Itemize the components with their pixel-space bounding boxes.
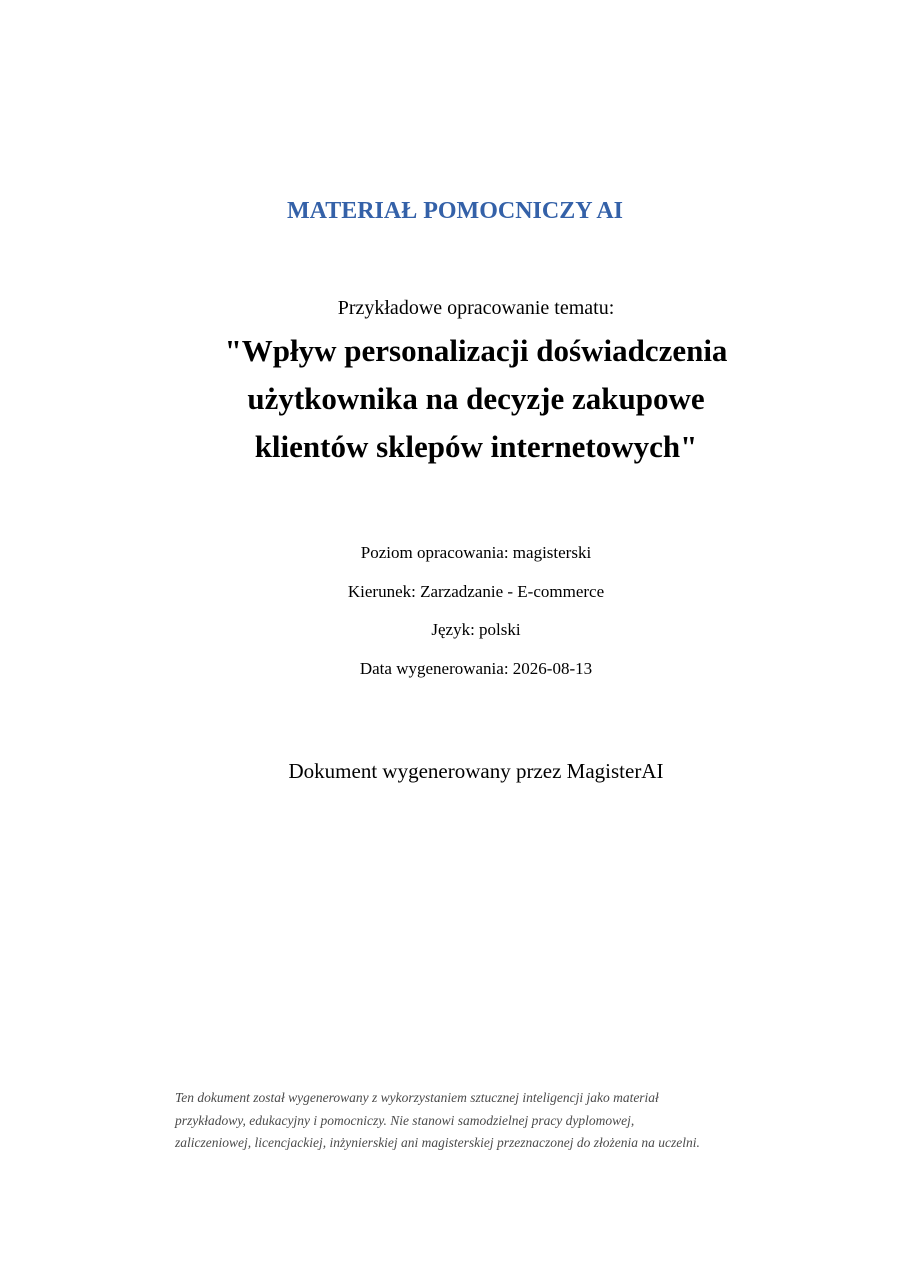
document-metadata (0, 542, 910, 696)
cover-title-line: "Wpływ personalizacji doświadczenia (224, 333, 728, 368)
meta-field: Kierunek: Zarzadzanie - E-commerce (347, 581, 605, 601)
cover-title-line: użytkownika na decyzje zakupowe (247, 381, 705, 416)
generated-by-note: Dokument wygenerowany przez MagisterAI (288, 759, 664, 783)
ai-material-banner: MATERIAŁ POMOCNICZY AI (286, 198, 623, 224)
meta-date: Data wygenerowania: 2026-08-13 (359, 658, 593, 678)
disclaimer-line: Ten dokument został wygenerowany z wykorzystaniem sztucznej inteligencji jako materiał (175, 1090, 659, 1105)
cover-title-line: klientów sklepów internetowych" (254, 429, 698, 464)
meta-language: Język: polski (431, 620, 521, 639)
disclaimer-line: zaliczeniowej, licencjackiej, inżynierskiej ani magisterskiej przeznaczonej do złożenia na uczelni. (175, 1135, 700, 1150)
meta-level: Poziom opracowania: magisterski (360, 543, 592, 562)
ai-disclaimer (175, 1087, 775, 1155)
cover-title (0, 327, 910, 471)
disclaimer-line: przykładowy, edukacyjny i pomocniczy. Nie stanowi samodzielnej pracy dyplomowej, (175, 1112, 635, 1128)
cover-subtitle: Przykładowe opracowanie tematu: (337, 297, 615, 319)
